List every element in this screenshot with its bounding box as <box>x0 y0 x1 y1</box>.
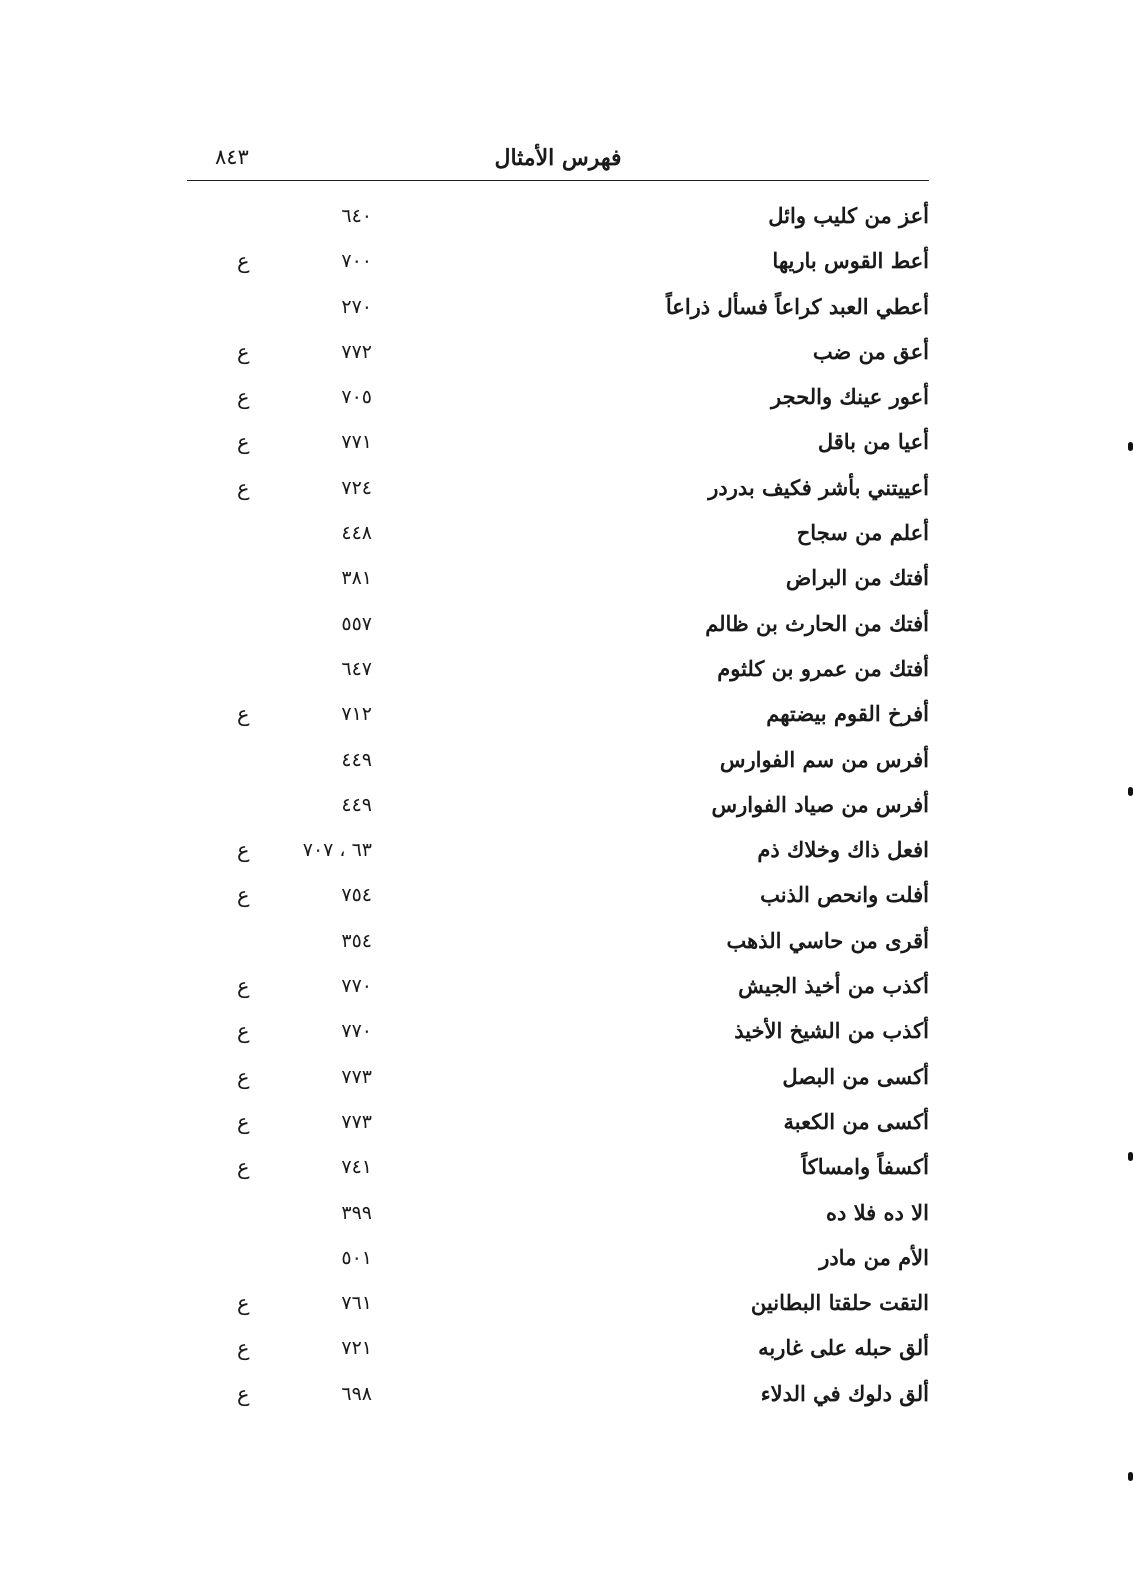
page-reference: ٣٩٩ <box>341 1201 372 1224</box>
index-entry <box>187 1147 929 1192</box>
index-entry <box>187 785 929 830</box>
proverb-text: أعلم من سجاح <box>796 520 929 546</box>
page-reference: ٧٧٣ <box>341 1110 372 1133</box>
proverb-text: أعق من ضب <box>812 338 929 364</box>
proverb-text: أفلت وانحص الذنب <box>760 882 929 908</box>
header-rule <box>187 180 929 181</box>
source-marker: ع <box>237 1109 250 1134</box>
proverb-text: أفرس من صياد الفوارس <box>711 791 929 817</box>
proverb-text: الأم من مادر <box>819 1244 929 1270</box>
source-marker: ع <box>237 883 250 908</box>
proverb-index-list <box>187 196 929 1419</box>
proverb-text: ألق حبله على غاربه <box>758 1335 929 1361</box>
proverb-text: أفتك من البراض <box>785 565 929 591</box>
index-entry <box>187 740 929 785</box>
proverb-text: أكسى من الكعبة <box>783 1108 929 1134</box>
proverb-text: أعز من كليب وائل <box>768 203 929 228</box>
source-marker: ع <box>237 974 250 999</box>
index-entry <box>187 875 929 920</box>
page-reference: ٤٤٨ <box>341 522 372 545</box>
index-entry <box>187 377 929 422</box>
index-entry <box>187 1193 929 1238</box>
source-marker: ع <box>237 339 250 364</box>
proverb-text: أكسى من البصل <box>782 1063 929 1089</box>
page-reference: ٥٠١ <box>341 1246 372 1269</box>
proverb-text: التقت حلقتا البطانين <box>750 1290 929 1316</box>
page-reference: ٧٢١ <box>341 1337 372 1360</box>
page-reference: ٧١٢ <box>341 703 372 726</box>
source-marker: ع <box>237 1381 250 1406</box>
proverb-text: الا ده فلا ده <box>825 1199 929 1225</box>
index-entry <box>187 513 929 558</box>
source-marker: ع <box>237 702 250 727</box>
proverb-text: أقرى من حاسي الذهب <box>726 927 929 953</box>
index-entry <box>187 196 929 241</box>
page-reference: ٤٤٩ <box>341 793 372 816</box>
page-number: ٨٤٣ <box>215 145 249 169</box>
index-entry <box>187 1102 929 1147</box>
page-reference: ٧٧١ <box>341 431 372 454</box>
index-entry <box>187 694 929 739</box>
page-reference: ٧٠٠ <box>341 250 372 273</box>
page-reference: ٣٥٤ <box>341 929 372 952</box>
source-marker: ع <box>237 838 250 863</box>
source-marker: ع <box>237 1336 250 1361</box>
proverb-text: أعط القوس باريها <box>772 248 929 274</box>
proverb-text: أعييتني بأشر فكيف بدردر <box>708 474 929 500</box>
page-reference: ٣٨١ <box>341 567 372 590</box>
index-entry <box>187 1328 929 1373</box>
proverb-text: أفتك من الحارث بن ظالم <box>705 610 929 636</box>
source-marker: ع <box>237 249 250 274</box>
page-reference: ٧٧٠ <box>341 975 372 998</box>
proverb-text: أعور عينك والحجر <box>771 384 929 410</box>
running-title: فهرس الأمثال <box>494 145 622 171</box>
page-reference: ٥٥٧ <box>341 612 372 635</box>
index-entry <box>187 1283 929 1328</box>
page-reference: ٧٠٥ <box>341 386 372 409</box>
proverb-text: أفرخ القوم بيضتهم <box>766 701 929 727</box>
proverb-text: افعل ذاك وخلاك ذم <box>757 837 929 863</box>
proverb-text: أعطي العبد كراعاً فسأل ذراعاً <box>665 293 929 319</box>
index-entry <box>187 921 929 966</box>
index-entry <box>187 422 929 467</box>
proverb-text: أكذب من أخيذ الجيش <box>738 973 929 999</box>
page-reference: ٧٤١ <box>341 1156 372 1179</box>
page-reference: ٦٩٨ <box>341 1382 372 1405</box>
source-marker: ع <box>237 1064 250 1089</box>
page-reference: ٤٤٩ <box>341 748 372 771</box>
page-reference: ٦٣ ، ٧٠٧ <box>302 839 372 862</box>
page-reference: ٧٧٢ <box>341 340 372 363</box>
proverb-text: ألق دلوك في الدلاء <box>760 1380 929 1406</box>
page-reference: ٦٤٧ <box>341 657 372 680</box>
page-reference: ٧٧٠ <box>341 1020 372 1043</box>
source-marker: ع <box>237 1019 250 1044</box>
index-entry <box>187 558 929 603</box>
page-reference: ٧٢٤ <box>341 476 372 499</box>
index-entry <box>187 241 929 286</box>
index-entry <box>187 1057 929 1102</box>
index-entry <box>187 287 929 332</box>
page-reference: ٧٦١ <box>341 1292 372 1315</box>
proverb-text: أكسفاً وامساكاً <box>801 1154 929 1180</box>
scan-edge-mark <box>1128 787 1133 796</box>
page-reference: ٦٤٠ <box>341 205 372 227</box>
page-reference: ٧٥٤ <box>341 884 372 907</box>
source-marker: ع <box>237 1155 250 1180</box>
index-entry <box>187 604 929 649</box>
index-entry <box>187 332 929 377</box>
proverb-text: أفتك من عمرو بن كلثوم <box>717 655 929 681</box>
index-entry <box>187 830 929 875</box>
scan-edge-mark <box>1128 442 1133 451</box>
index-entry <box>187 649 929 694</box>
source-marker: ع <box>237 430 250 455</box>
proverb-text: أعيا من باقل <box>817 429 929 455</box>
scan-edge-mark <box>1128 1152 1133 1161</box>
index-entry <box>187 966 929 1011</box>
proverb-text: أكذب من الشيخ الأخيذ <box>734 1018 929 1044</box>
page-reference: ٢٧٠ <box>341 295 372 318</box>
page-reference: ٧٧٣ <box>341 1065 372 1088</box>
scan-edge-mark <box>1128 1472 1133 1481</box>
source-marker: ع <box>237 475 250 500</box>
index-entry <box>187 1011 929 1056</box>
index-entry <box>187 468 929 513</box>
source-marker: ع <box>237 385 250 410</box>
index-entry <box>187 1374 929 1419</box>
source-marker: ع <box>237 1291 250 1316</box>
proverb-text: أفرس من سم الفوارس <box>719 746 929 772</box>
page-header <box>187 140 929 180</box>
index-entry <box>187 1238 929 1283</box>
